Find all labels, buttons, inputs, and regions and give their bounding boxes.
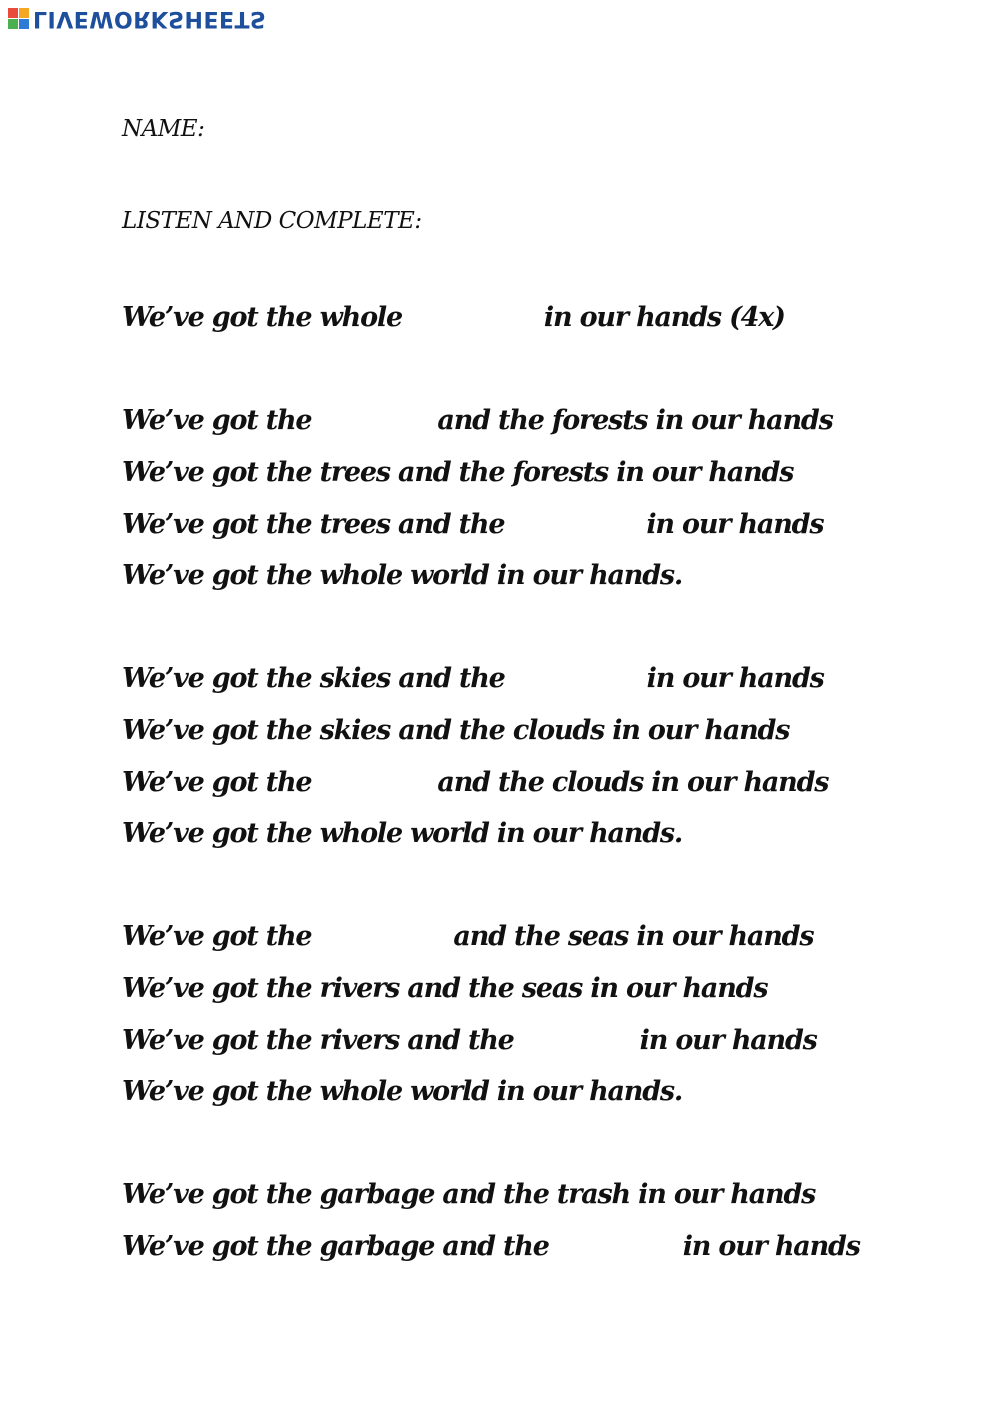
lyric-line: We’ve got the whole world in our hands.: [122, 560, 683, 591]
name-label: NAME:: [122, 116, 205, 142]
lyric-line: We’ve got the skies and the clouds in our hands: [122, 715, 790, 746]
instruction-heading: LISTEN AND COMPLETE:: [122, 208, 422, 234]
lyric-line: We’ve got the rivers and the in our hands: [122, 1025, 817, 1056]
lyric-line: We’ve got the whole in our hands (4x): [122, 302, 785, 333]
lyric-line: We’ve got the and the seas in our hands: [122, 921, 814, 952]
logo-text: LIVEWORKSHEETS: [33, 5, 267, 31]
liveworksheets-logo: [8, 4, 266, 32]
lyric-line: We’ve got the and the clouds in our hands: [122, 767, 829, 798]
lyric-line: We’ve got the garbage and the trash in our hands: [122, 1179, 816, 1210]
lyric-line: We’ve got the whole world in our hands.: [122, 1076, 683, 1107]
lyric-line: We’ve got the skies and the in our hands: [122, 663, 824, 694]
lyric-line: We’ve got the garbage and the in our hands: [122, 1231, 860, 1262]
lyric-line: We’ve got the trees and the in our hands: [122, 509, 824, 540]
abc-blocks-icon: [8, 8, 29, 29]
lyric-line: We’ve got the trees and the forests in our hands: [122, 457, 794, 488]
lyric-line: We’ve got the whole world in our hands.: [122, 818, 683, 849]
lyric-line: We’ve got the and the forests in our hands: [122, 405, 833, 436]
lyric-line: We’ve got the rivers and the seas in our hands: [122, 973, 768, 1004]
